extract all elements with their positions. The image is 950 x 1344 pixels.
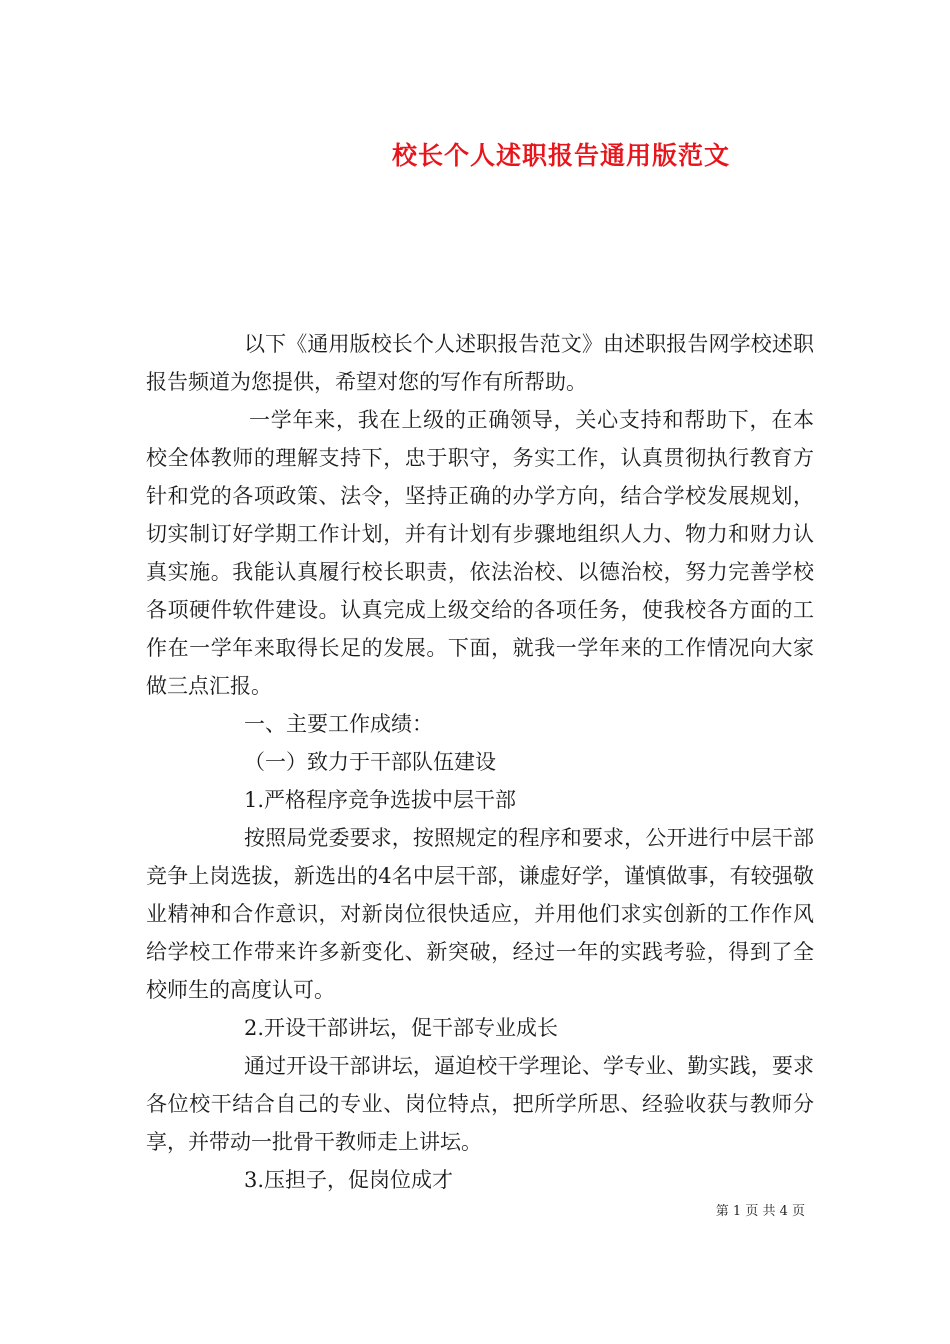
page-number-footer: 第 1 页 共 4 页 [715,1204,805,1219]
section-heading: 一、主要工作成绩： [244,712,433,736]
document-body [146,325,814,1199]
item-heading: 1.严格程序竞争选拔中层干部 [244,788,517,812]
subsection-heading: （一）致力于干部队伍建设 [244,750,496,774]
item-heading: 3.压担子，促岗位成才 [244,1168,454,1192]
paragraph-intro: 以下《通用版校长个人述职报告范文》由述职报告网学校述职报告频道为您提供，希望对您的写作有所帮助。 [146,332,814,394]
document-title: 校长个人述职报告通用版范文 [392,141,731,170]
item-heading: 2.开设干部讲坛，促干部专业成长 [244,1016,559,1040]
paragraph: 通过开设干部讲坛，逼迫校干学理论、学专业、勤实践，要求各位校干结合自己的专业、岗位特点，把所学所思、经验收获与教师分享，并带动一批骨干教师走上讲坛。 [146,1054,814,1154]
paragraph: 按照局党委要求，按照规定的程序和要求，公开进行中层干部竞争上岗选拔，新选出的4名中层干部，谦虚好学，谨慎做事，有较强敬业精神和合作意识，对新岗位很快适应，并用他们求实创新的工作作风给学校工作带来许多新变化、新突破，经过一年的实践考验，得到了全校师生的高度认可。 [146,826,814,1002]
paragraph-overview: 一学年来，我在上级的正确领导，关心支持和帮助下，在本校全体教师的理解支持下，忠于职守，务实工作，认真贯彻执行教育方针和党的各项政策、法令，坚持正确的办学方向，结合学校发展规划，切实制订好学期工作计划，并有计划有步骤地组织人力、物力和财力认真实施。我能认真履行校长职责，依法治校、以德治校，努力完善学校各项硬件软件建设。认真完成上级交给的各项任务，使我校各方面的工作在一学年来取得长足的发展。下面，就我一学年来的工作情况向大家做三点汇报。 [146,408,814,698]
